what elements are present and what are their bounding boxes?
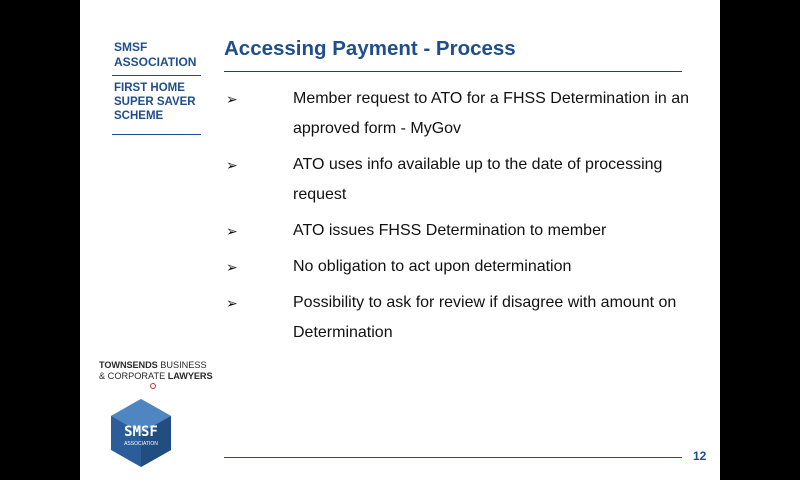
bullet-text: ATO issues FHSS Determination to member (293, 222, 607, 239)
bullet-item (226, 84, 696, 144)
title-rule (224, 71, 682, 72)
logo-smsf-text: SMSF (124, 424, 158, 440)
arrow-bullet-icon: ➢ (226, 295, 238, 311)
sidebar-org-name (114, 40, 196, 70)
footer-rule (224, 457, 682, 458)
bullet-text: Possibility to ask for review if disagree with amount on Determination (293, 294, 677, 341)
bullet-item (226, 252, 696, 282)
topic-line-3: SCHEME (114, 110, 164, 122)
topic-line-1: FIRST HOME (114, 82, 185, 94)
townsends-lawyers: LAWYERS (167, 371, 213, 381)
sidebar-topic (114, 81, 196, 123)
bullet-text: Member request to ATO for a FHSS Determination in an approved form - MyGov (293, 90, 690, 137)
bullet-item (226, 150, 696, 210)
arrow-bullet-icon: ➢ (226, 157, 238, 173)
sidebar-divider-bottom (112, 134, 201, 135)
topic-line-2: SUPER SAVER (114, 96, 196, 108)
bullet-item (226, 288, 696, 348)
org-line-2: ASSOCIATION (114, 55, 197, 69)
bullet-text: No obligation to act upon determination (293, 258, 572, 275)
arrow-bullet-icon: ➢ (226, 91, 238, 107)
townsends-business: BUSINESS (160, 360, 207, 370)
arrow-bullet-icon: ➢ (226, 223, 238, 239)
slide (80, 0, 720, 480)
smsf-association-logo (110, 398, 172, 468)
townsends-logo (99, 360, 211, 389)
page-number: 12 (693, 449, 707, 463)
slide-title: Accessing Payment - Process (224, 37, 516, 60)
townsends-corporate: & CORPORATE (99, 371, 166, 381)
townsends-mark-icon (150, 383, 156, 389)
bullet-text: ATO uses info available up to the date of processing request (293, 156, 663, 203)
org-line-1: SMSF (114, 40, 148, 54)
bullet-list (226, 84, 696, 354)
bullet-item (226, 216, 696, 246)
townsends-name: TOWNSENDS (99, 360, 158, 370)
arrow-bullet-icon: ➢ (226, 259, 238, 275)
logo-association-text: ASSOCIATION (124, 441, 158, 447)
sidebar-divider-top (112, 75, 201, 76)
